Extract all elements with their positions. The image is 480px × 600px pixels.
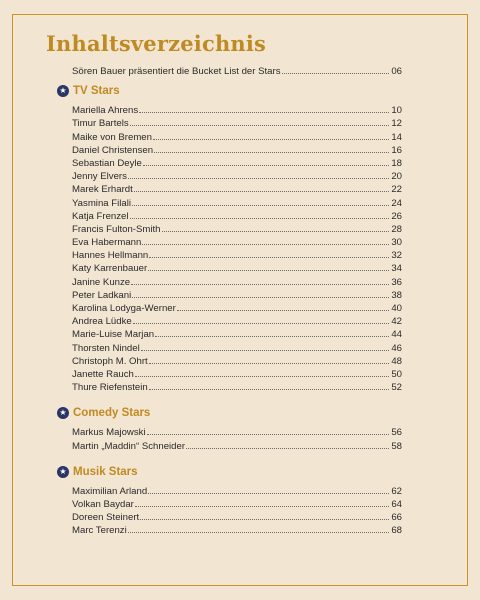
- entry-page-number: 30: [391, 237, 402, 249]
- entry-title: Peter Ladkani: [72, 289, 132, 301]
- entry-page-number: 10: [391, 105, 402, 117]
- toc-entry[interactable]: [72, 484, 402, 497]
- toc-entry[interactable]: [72, 116, 402, 129]
- toc-entry[interactable]: [72, 275, 402, 288]
- entry-title: Katy Karrenbauer: [72, 263, 148, 275]
- entry-page-number: 16: [391, 144, 402, 156]
- star-icon: ★: [57, 85, 69, 97]
- toc-entry[interactable]: [72, 314, 402, 327]
- section-list-comedy: [72, 425, 402, 451]
- table-of-contents: [59, 64, 402, 537]
- dot-leader: [147, 425, 389, 435]
- entry-title: Hannes Hellmann: [72, 250, 149, 262]
- entry-title: Volkan Baydar: [72, 498, 134, 510]
- dot-leader: [162, 222, 390, 232]
- section-label: Musik Stars: [73, 465, 138, 478]
- entry-title: Francis Fulton-Smith: [72, 223, 161, 235]
- entry-page-number: 50: [391, 368, 402, 380]
- entry-title: Martin „Maddin“ Schneider: [72, 440, 186, 452]
- entry-title: Marek Erhardt: [72, 184, 133, 196]
- entry-page-number: 56: [391, 427, 402, 439]
- entry-page-number: 14: [391, 131, 402, 143]
- toc-entry[interactable]: [72, 380, 402, 393]
- section-heading-comedy: [59, 405, 402, 423]
- entry-page-number: 18: [391, 157, 402, 169]
- star-icon: ★: [57, 407, 69, 419]
- section-heading-musik: [59, 464, 402, 482]
- entry-title: Markus Majowski: [72, 427, 146, 439]
- entry-page-number: 12: [391, 118, 402, 130]
- entry-page-number: 32: [391, 250, 402, 262]
- entry-title: Timur Bartels: [72, 118, 129, 130]
- toc-entry[interactable]: [72, 103, 402, 116]
- entry-title: Andrea Lüdke: [72, 316, 132, 328]
- entry-title: Doreen Steinert: [72, 512, 140, 524]
- toc-entry[interactable]: [72, 143, 402, 156]
- dot-leader: [140, 510, 389, 520]
- entry-title: Maike von Bremen: [72, 131, 152, 143]
- entry-page-number: 20: [391, 171, 402, 183]
- toc-entry[interactable]: [72, 130, 402, 143]
- toc-intro-entry[interactable]: [72, 64, 402, 77]
- entry-title: Sören Bauer präsentiert die Bucket List der Stars: [72, 66, 281, 77]
- dot-leader: [154, 143, 389, 153]
- dot-leader: [155, 327, 389, 337]
- entry-page-number: 64: [391, 498, 402, 510]
- dot-leader: [141, 341, 389, 351]
- entry-title: Mariella Ahrens: [72, 105, 139, 117]
- dot-leader: [133, 314, 389, 324]
- dot-leader: [149, 380, 389, 390]
- entry-page-number: 66: [391, 512, 402, 524]
- dot-leader: [148, 261, 389, 271]
- dot-leader: [139, 103, 389, 113]
- section-label: TV Stars: [73, 85, 120, 98]
- toc-entry[interactable]: [72, 261, 402, 274]
- dot-leader: [153, 130, 389, 140]
- entry-title: Christoph M. Ohrt: [72, 355, 148, 367]
- entry-title: Yasmina Filali: [72, 197, 132, 209]
- toc-entry[interactable]: [72, 209, 402, 222]
- entry-title: Thorsten Nindel: [72, 342, 140, 354]
- dot-leader: [177, 301, 389, 311]
- toc-entry[interactable]: [72, 301, 402, 314]
- entry-page-number: 44: [391, 329, 402, 341]
- toc-entry[interactable]: [72, 182, 402, 195]
- dot-leader: [130, 116, 389, 126]
- toc-entry[interactable]: [72, 425, 402, 438]
- section-heading-tv: [59, 83, 402, 101]
- dot-leader: [132, 288, 389, 298]
- entry-title: Katja Frenzel: [72, 210, 129, 222]
- toc-entry[interactable]: [72, 169, 402, 182]
- entry-page-number: 06: [391, 66, 402, 77]
- entry-title: Maximilian Arland: [72, 485, 148, 497]
- entry-title: Thure Riefenstein: [72, 382, 148, 394]
- toc-entry[interactable]: [72, 288, 402, 301]
- dot-leader: [135, 367, 389, 377]
- entry-page-number: 38: [391, 289, 402, 301]
- entry-page-number: 28: [391, 223, 402, 235]
- toc-entry[interactable]: [72, 354, 402, 367]
- dot-leader: [149, 248, 389, 258]
- page-title: Inhaltsverzeichnis: [46, 31, 267, 56]
- entry-page-number: 34: [391, 263, 402, 275]
- dot-leader: [148, 484, 389, 494]
- entry-page-number: 62: [391, 485, 402, 497]
- entry-page-number: 68: [391, 525, 402, 537]
- toc-entry[interactable]: [72, 327, 402, 340]
- toc-entry[interactable]: [72, 439, 402, 452]
- toc-entry[interactable]: [72, 156, 402, 169]
- entry-page-number: 36: [391, 276, 402, 288]
- entry-page-number: 48: [391, 355, 402, 367]
- entry-page-number: 40: [391, 303, 402, 314]
- entry-title: Marc Terenzi: [72, 525, 127, 537]
- dot-leader: [142, 235, 389, 245]
- section-list-tv: [72, 103, 402, 393]
- entry-page-number: 52: [391, 382, 402, 394]
- entry-page-number: 26: [391, 210, 402, 222]
- entry-title: Marie-Luise Marjan: [72, 329, 155, 341]
- toc-entry[interactable]: [72, 341, 402, 354]
- entry-title: Janine Kunze: [72, 276, 131, 288]
- toc-entry[interactable]: [72, 222, 402, 235]
- entry-title: Eva Habermann: [72, 237, 142, 249]
- section-label: Comedy Stars: [73, 407, 151, 420]
- dot-leader: [130, 209, 389, 219]
- entry-title: Karolina Lodyga-Werner: [72, 303, 176, 314]
- entry-page-number: 46: [391, 342, 402, 354]
- toc-entry[interactable]: [72, 235, 402, 248]
- entry-title: Janette Rauch: [72, 368, 134, 380]
- toc-entry[interactable]: [72, 523, 402, 536]
- dot-leader: [282, 64, 389, 74]
- entry-title: Sebastian Deyle: [72, 157, 142, 169]
- star-icon: ★: [57, 466, 69, 478]
- toc-entry[interactable]: [72, 510, 402, 523]
- entry-page-number: 24: [391, 197, 402, 209]
- dot-leader: [128, 169, 389, 179]
- toc-entry[interactable]: [72, 196, 402, 209]
- dot-leader: [132, 196, 389, 206]
- dot-leader: [135, 497, 389, 507]
- dot-leader: [149, 354, 389, 364]
- entry-page-number: 42: [391, 316, 402, 328]
- dot-leader: [143, 156, 389, 166]
- entry-page-number: 22: [391, 184, 402, 196]
- dot-leader: [131, 275, 389, 285]
- entry-page-number: 58: [391, 440, 402, 452]
- entry-title: Daniel Christensen: [72, 144, 154, 156]
- toc-entry[interactable]: [72, 367, 402, 380]
- toc-entry[interactable]: [72, 497, 402, 510]
- dot-leader: [134, 182, 389, 192]
- dot-leader: [186, 439, 389, 449]
- section-list-musik: [72, 484, 402, 537]
- dot-leader: [128, 523, 389, 533]
- entry-title: Jenny Elvers: [72, 171, 127, 183]
- toc-entry[interactable]: [72, 248, 402, 261]
